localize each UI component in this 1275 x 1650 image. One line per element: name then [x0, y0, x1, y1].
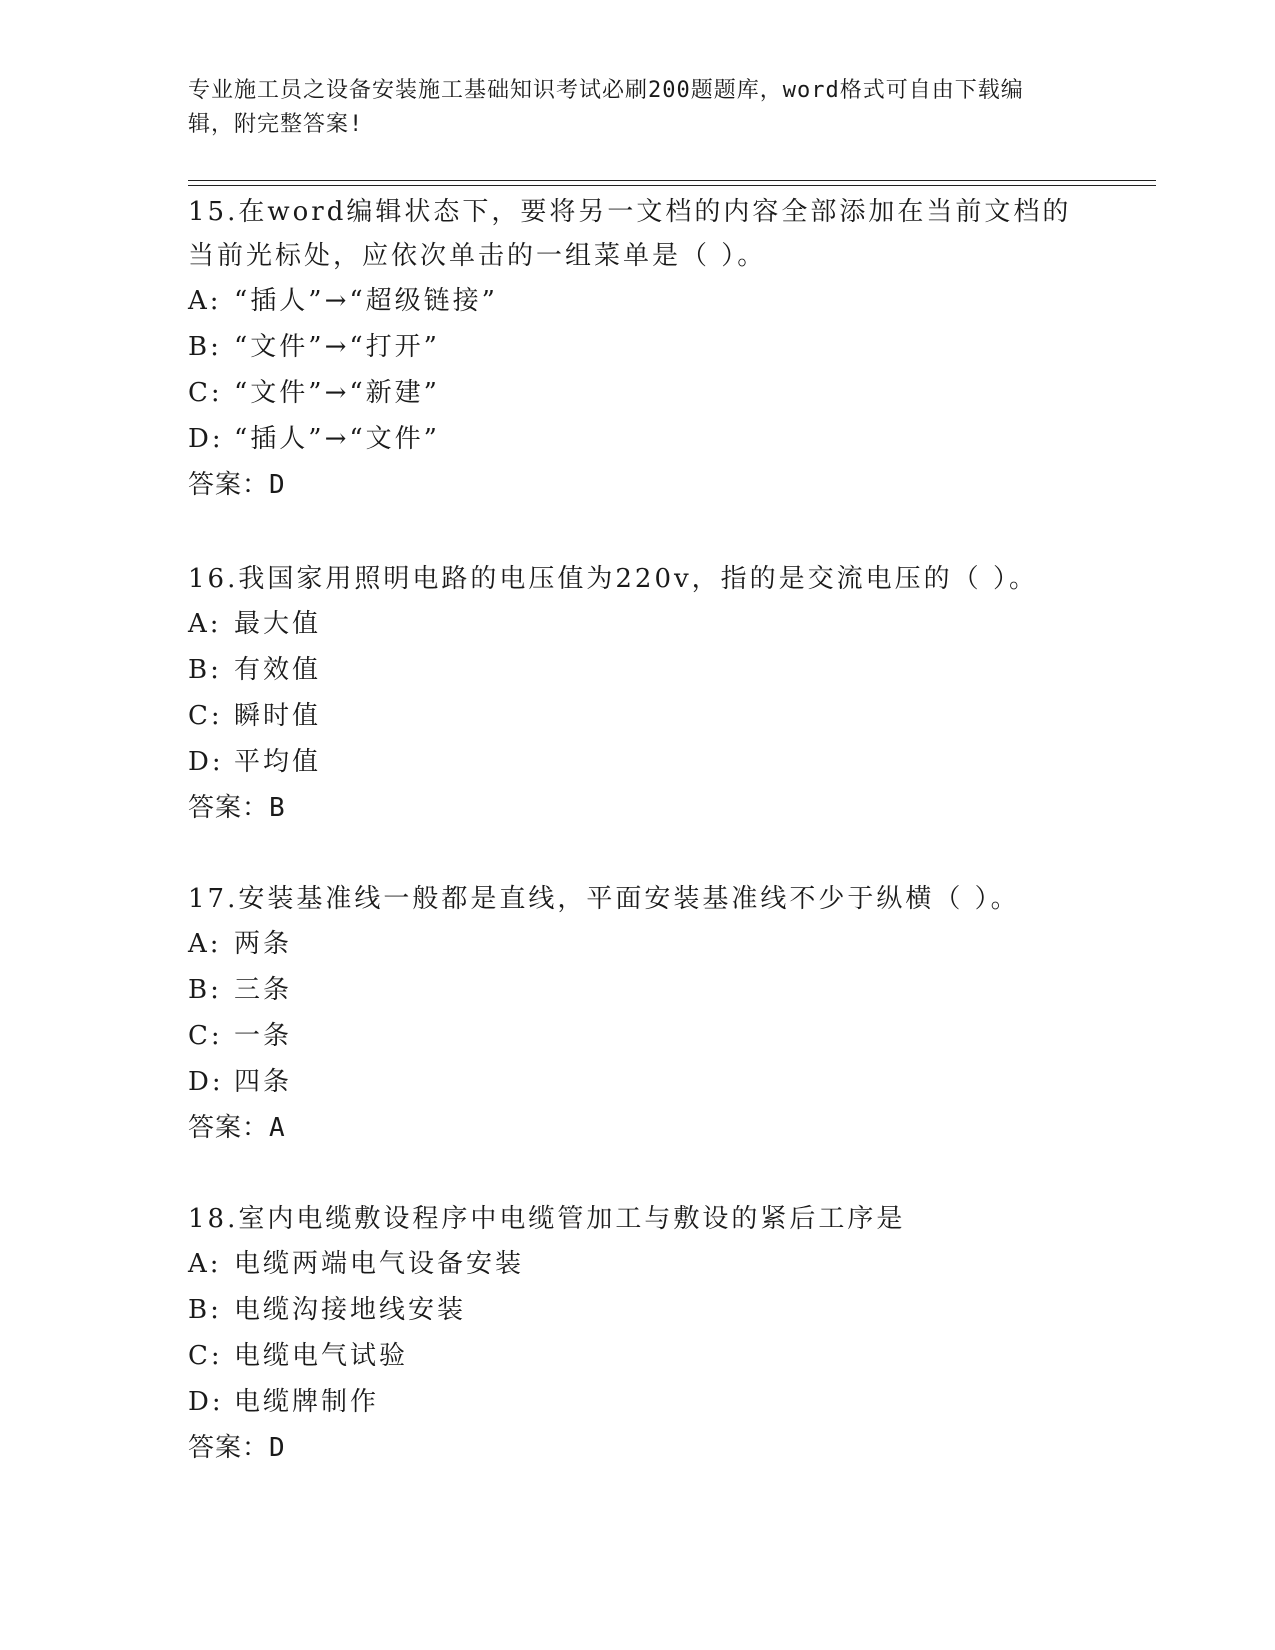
option-letter: C: — [188, 378, 223, 408]
answer-line: 答案：B — [188, 793, 286, 823]
option-letter: B: — [188, 332, 222, 362]
option-letter: B: — [188, 975, 222, 1005]
option-text: 平均值 — [234, 747, 322, 777]
question-text: 室内电缆敷设程序中电缆管加工与敷设的紧后工序是 — [238, 1204, 906, 1234]
option-text: 一条 — [234, 1021, 293, 1051]
option-text: “文件”→“打开” — [234, 332, 440, 362]
option-text: 电缆两端电气设备安装 — [234, 1249, 525, 1279]
option-letter: D: — [188, 424, 224, 454]
question-number: 15. — [188, 197, 239, 227]
option-text: 电缆牌制作 — [234, 1387, 380, 1417]
option-letter: D: — [188, 1387, 224, 1417]
option-a — [188, 278, 1088, 324]
option-text: 电缆电气试验 — [234, 1341, 409, 1371]
option-d — [188, 739, 1088, 785]
option-text: 四条 — [234, 1067, 293, 1097]
option-a — [188, 1241, 1088, 1287]
option-c — [188, 693, 1088, 739]
document-title: 专业施工员之设备安装施工基础知识考试必刷200题题库，word格式可自由下载编辑，附完整答案! — [188, 78, 1024, 137]
option-b — [188, 647, 1088, 693]
option-d — [188, 416, 1088, 462]
question-18 — [188, 1197, 1088, 1471]
option-text: 瞬时值 — [234, 701, 322, 731]
option-letter: C: — [188, 701, 223, 731]
question-stem — [188, 557, 1088, 601]
option-letter: A: — [188, 286, 222, 316]
option-letter: D: — [188, 1067, 224, 1097]
option-letter: A: — [188, 609, 222, 639]
option-b — [188, 1287, 1088, 1333]
question-stem — [188, 1197, 1088, 1241]
option-letter: B: — [188, 655, 222, 685]
option-letter: C: — [188, 1341, 223, 1371]
answer-line: 答案：D — [188, 1433, 286, 1463]
option-letter: B: — [188, 1295, 222, 1325]
question-text: 我国家用照明电路的电压值为220v，指的是交流电压的（ ）。 — [238, 564, 1038, 594]
answer-line: 答案：D — [188, 470, 286, 500]
option-text: 三条 — [234, 975, 293, 1005]
option-letter: D: — [188, 747, 224, 777]
option-letter: A: — [188, 1249, 222, 1279]
option-c — [188, 1013, 1088, 1059]
option-letter: A: — [188, 929, 222, 959]
question-15 — [188, 190, 1088, 508]
option-text: 最大值 — [234, 609, 322, 639]
option-c — [188, 1333, 1088, 1379]
option-c — [188, 370, 1088, 416]
option-d — [188, 1379, 1088, 1425]
header-divider-top — [188, 180, 1156, 181]
option-b — [188, 324, 1088, 370]
question-stem — [188, 877, 1088, 921]
option-b — [188, 967, 1088, 1013]
question-stem — [188, 190, 1088, 278]
option-letter: C: — [188, 1021, 223, 1051]
option-text: 有效值 — [234, 655, 322, 685]
question-text: 安装基准线一般都是直线，平面安装基准线不少于纵横（ ）。 — [238, 884, 1020, 914]
option-d — [188, 1059, 1088, 1105]
option-text: “插人”→“文件” — [234, 424, 440, 454]
option-text: “插人”→“超级链接” — [234, 286, 498, 316]
header-divider-bottom — [188, 185, 1156, 186]
option-a — [188, 921, 1088, 967]
option-a — [188, 601, 1088, 647]
question-number: 18. — [188, 1204, 239, 1234]
question-number: 16. — [188, 564, 239, 594]
option-text: 两条 — [234, 929, 293, 959]
question-number: 17. — [188, 884, 239, 914]
answer-line: 答案：A — [188, 1113, 286, 1143]
question-text: 在word编辑状态下，要将另一文档的内容全部添加在当前文档的当前光标处，应依次单击的一组菜单是（ ）。 — [188, 197, 1072, 271]
option-text: “文件”→“新建” — [234, 378, 440, 408]
question-17 — [188, 877, 1088, 1151]
question-16 — [188, 557, 1088, 831]
option-text: 电缆沟接地线安装 — [234, 1295, 467, 1325]
